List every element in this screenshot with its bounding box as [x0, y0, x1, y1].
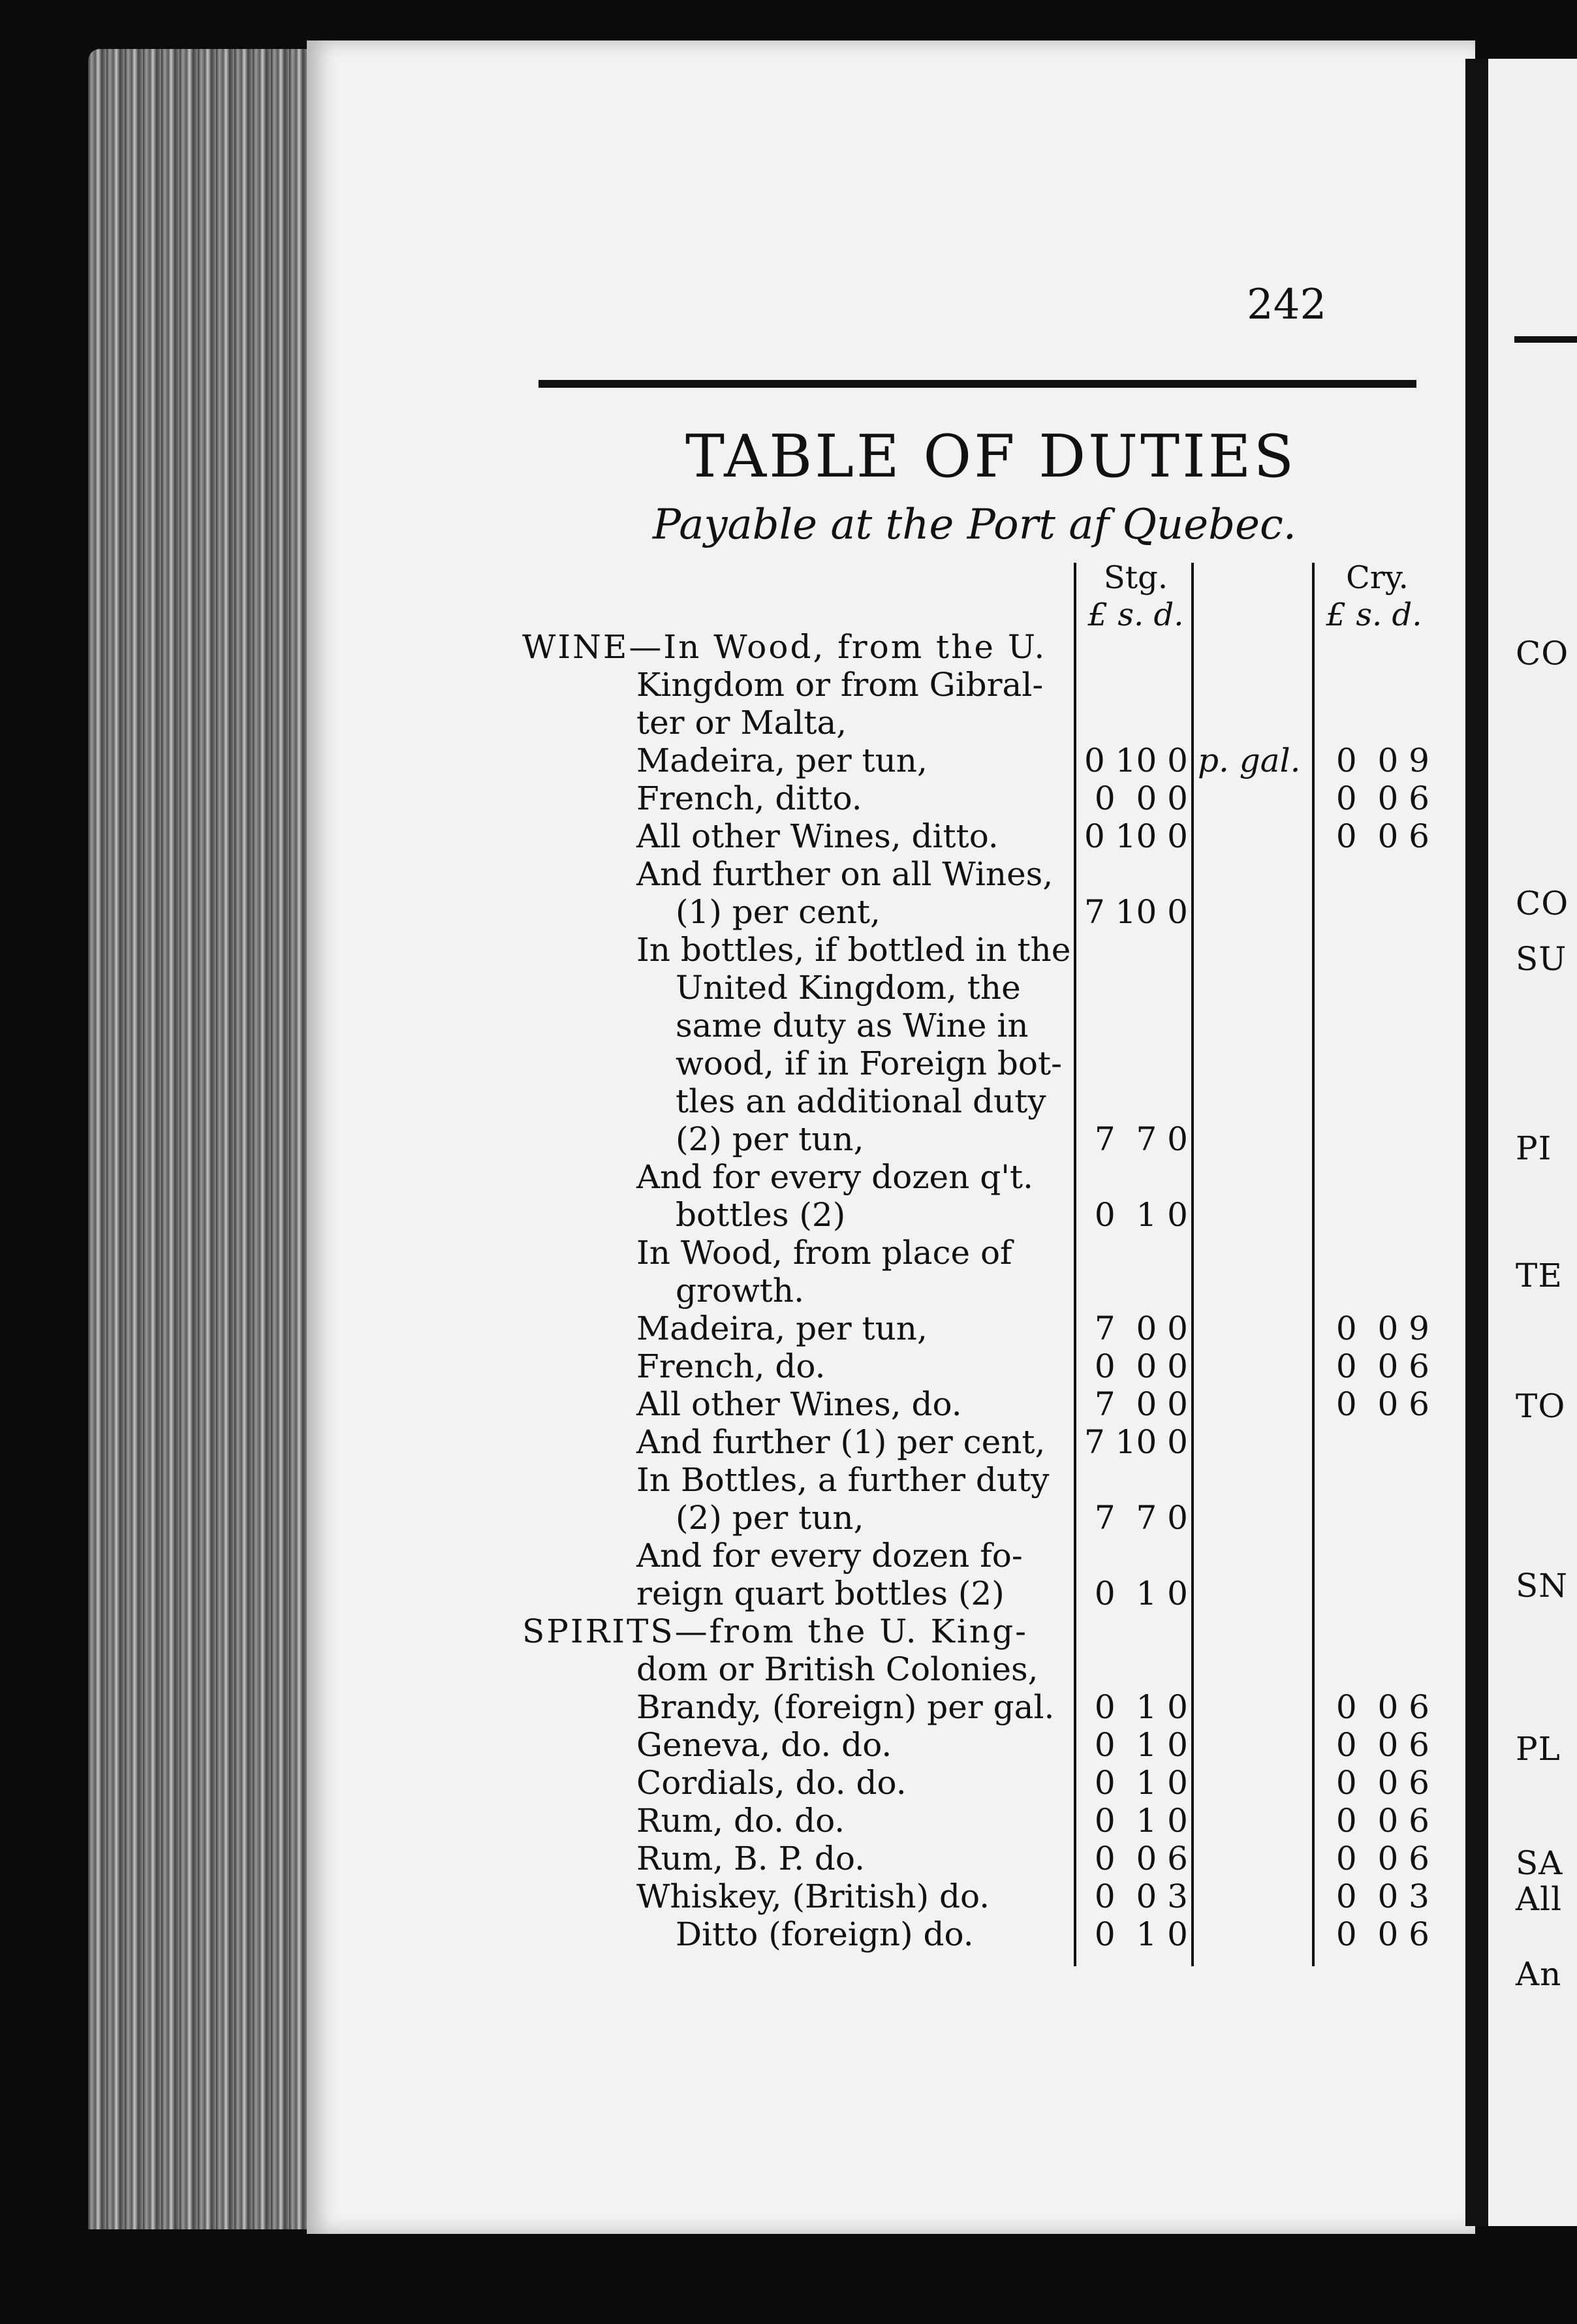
next-page-fragment: All — [1516, 1880, 1563, 1918]
table-row-text: Rum, B. P. do. — [636, 1840, 865, 1877]
stg-duty-value: 0 10 0 — [1084, 817, 1188, 855]
stg-duty-value: 0 1 0 — [1094, 1802, 1188, 1840]
stg-duty-value: 0 1 0 — [1094, 1764, 1188, 1802]
table-row-text: bottles (2) — [676, 1196, 846, 1234]
cry-duty-value: 0 0 3 — [1335, 1877, 1429, 1915]
next-page-fragment: SN — [1516, 1567, 1569, 1605]
stg-duty-value: 7 10 0 — [1084, 1423, 1188, 1461]
stg-duty-value: 7 7 0 — [1094, 1499, 1188, 1537]
stg-duty-value: 7 0 0 — [1094, 1385, 1188, 1423]
table-row-text: tles an additional duty — [676, 1082, 1046, 1120]
table-row-text: In bottles, if bottled in the — [636, 931, 1071, 969]
table-row-text: All other Wines, do. — [636, 1385, 962, 1423]
table-row-text: In Wood, from place of — [636, 1234, 1012, 1272]
table-row-text: Cordials, do. do. — [636, 1764, 907, 1802]
table-row-text: ter or Malta, — [636, 704, 847, 742]
section-heading: WINE—In Wood, from the U. — [522, 628, 1047, 666]
next-page-fragment: SU — [1516, 940, 1567, 978]
table-row-text: All other Wines, ditto. — [636, 817, 999, 855]
table-row-text: wood, if in Foreign bot- — [676, 1044, 1063, 1082]
page-subtitle: Payable at the Port af Quebec. — [653, 501, 1297, 549]
book-page — [307, 40, 1475, 2234]
stg-duty-value: 0 1 0 — [1094, 1688, 1188, 1726]
cry-duty-value: 0 0 9 — [1335, 742, 1429, 779]
table-row-text: Madeira, per tun, — [636, 742, 928, 779]
cry-column-units: £ s. d. — [1326, 597, 1422, 633]
per-gallon-note: p. gal. — [1198, 742, 1301, 779]
cry-duty-value: 0 0 6 — [1335, 1726, 1429, 1764]
stg-duty-value: 7 0 0 — [1094, 1310, 1188, 1347]
table-row-text: Kingdom or from Gibral- — [636, 666, 1044, 704]
table-row-text: And further on all Wines, — [636, 855, 1054, 893]
book-page-edges — [88, 49, 310, 2229]
stg-duty-value: 0 1 0 — [1094, 1196, 1188, 1234]
section-heading: SPIRITS—from the U. King- — [522, 1612, 1029, 1650]
column-rule-left — [1074, 563, 1076, 1966]
table-row-text: growth. — [676, 1272, 804, 1310]
cry-duty-value: 0 0 6 — [1335, 817, 1429, 855]
cry-column-label: Cry. — [1346, 559, 1409, 596]
next-page-fragment: TE — [1516, 1257, 1563, 1295]
table-row-text: dom or British Colonies, — [636, 1650, 1038, 1688]
next-page-fragment: SA — [1516, 1844, 1563, 1882]
table-row-text: Madeira, per tun, — [636, 1310, 928, 1347]
stg-duty-value: 0 0 0 — [1094, 1347, 1188, 1385]
cry-duty-value: 0 0 6 — [1335, 1764, 1429, 1802]
next-page-edge — [1488, 59, 1577, 2226]
next-page-fragment: An — [1516, 1955, 1562, 1993]
next-page-fragment: TO — [1516, 1387, 1566, 1425]
cry-duty-value: 0 0 9 — [1335, 1310, 1429, 1347]
table-row-text: Ditto (foreign) do. — [676, 1915, 974, 1953]
cry-duty-value: 0 0 6 — [1335, 1688, 1429, 1726]
table-row-text: In Bottles, a further duty — [636, 1461, 1050, 1499]
cry-duty-value: 0 0 6 — [1335, 1915, 1429, 1953]
table-row-text: And for every dozen q't. — [636, 1158, 1033, 1196]
stg-duty-value: 0 0 6 — [1094, 1840, 1188, 1877]
table-row-text: United Kingdom, the — [676, 969, 1021, 1007]
column-rule-cry — [1312, 563, 1315, 1966]
stg-duty-value: 7 10 0 — [1084, 893, 1188, 931]
book-gutter — [1465, 59, 1491, 2226]
stg-column-units: £ s. d. — [1087, 597, 1184, 633]
column-rule-stg — [1191, 563, 1194, 1966]
cry-duty-value: 0 0 6 — [1335, 1347, 1429, 1385]
page-number: 242 — [1247, 281, 1327, 329]
table-row-text: French, do. — [636, 1347, 826, 1385]
table-row-text: Brandy, (foreign) per gal. — [636, 1688, 1055, 1726]
next-page-fragment: CO — [1516, 635, 1569, 672]
stg-duty-value: 0 1 0 — [1094, 1575, 1188, 1612]
next-page-rule — [1514, 336, 1577, 343]
table-row-text: (2) per tun, — [676, 1499, 864, 1537]
next-page-fragment: PL — [1516, 1730, 1561, 1768]
table-row-text: (1) per cent, — [676, 893, 881, 931]
table-row-text: Whiskey, (British) do. — [636, 1877, 990, 1915]
next-page-fragment: PI — [1516, 1129, 1552, 1167]
stg-duty-value: 7 7 0 — [1094, 1120, 1188, 1158]
table-row-text: And further (1) per cent, — [636, 1423, 1046, 1461]
cry-duty-value: 0 0 6 — [1335, 1802, 1429, 1840]
stg-duty-value: 0 0 3 — [1094, 1877, 1188, 1915]
next-page-fragment: CO — [1516, 885, 1569, 922]
stg-duty-value: 0 10 0 — [1084, 742, 1188, 779]
stg-duty-value: 0 1 0 — [1094, 1915, 1188, 1953]
page-title: TABLE OF DUTIES — [685, 422, 1297, 491]
header-rule — [539, 380, 1416, 388]
table-row-text: And for every dozen fo- — [636, 1537, 1023, 1575]
cry-duty-value: 0 0 6 — [1335, 1840, 1429, 1877]
table-row-text: (2) per tun, — [676, 1120, 864, 1158]
table-row-text: Rum, do. do. — [636, 1802, 845, 1840]
stg-duty-value: 0 0 0 — [1094, 779, 1188, 817]
cry-duty-value: 0 0 6 — [1335, 779, 1429, 817]
table-row-text: Geneva, do. do. — [636, 1726, 892, 1764]
table-row-text: French, ditto. — [636, 779, 862, 817]
table-row-text: reign quart bottles (2) — [636, 1575, 1005, 1612]
stg-duty-value: 0 1 0 — [1094, 1726, 1188, 1764]
cry-duty-value: 0 0 6 — [1335, 1385, 1429, 1423]
table-row-text: same duty as Wine in — [676, 1007, 1029, 1044]
stg-column-label: Stg. — [1103, 559, 1168, 596]
